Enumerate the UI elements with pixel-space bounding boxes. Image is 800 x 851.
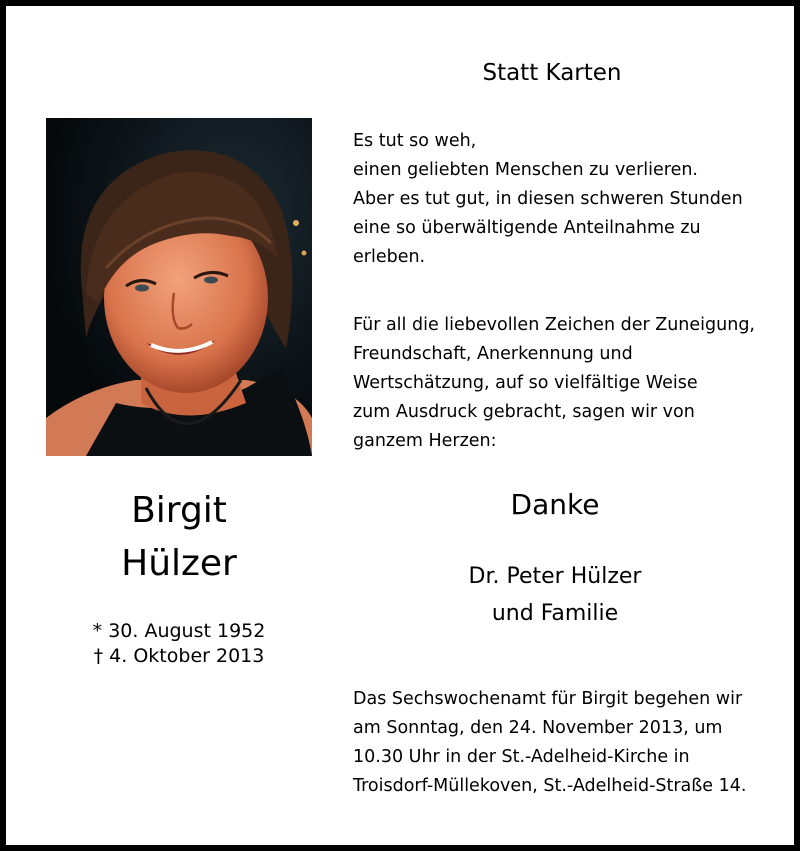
portrait-illustration (46, 118, 312, 456)
message-line: Freundschaft, Anerkennung und (353, 344, 633, 364)
life-dates (46, 619, 312, 669)
signers (352, 558, 758, 632)
portrait-photo (46, 118, 312, 456)
message-line: ganzem Herzen: (353, 431, 497, 451)
message-line: zum Ausdruck gebracht, sagen wir von (353, 402, 695, 422)
message-paragraph-1 (353, 127, 743, 272)
service-line: am Sonntag, den 24. November 2013, um (353, 718, 723, 738)
message-line: Für all die liebevollen Zeichen der Zuneigung, (353, 315, 755, 335)
message-line: einen geliebten Menschen zu verlieren. (353, 160, 698, 180)
message-line: Aber es tut gut, in diesen schweren Stunden (353, 189, 743, 209)
message-line: eine so überwältigende Anteilnahme zu (353, 218, 701, 238)
death-date: † 4. Oktober 2013 (93, 645, 265, 667)
signer-line: und Familie (491, 601, 619, 626)
deceased-last-name: Hülzer (121, 543, 237, 584)
signer-line: Dr. Peter Hülzer (468, 564, 642, 589)
message-paragraph-2 (353, 311, 755, 456)
service-line: 10.30 Uhr in der St.-Adelheid-Kirche in (353, 747, 690, 767)
thanks-heading: Danke (510, 488, 600, 521)
service-announcement (353, 685, 746, 801)
birth-date: * 30. August 1952 (92, 620, 266, 642)
card-heading: Statt Karten (482, 60, 622, 86)
service-line: Das Sechswochenamt für Birgit begehen wir (353, 689, 743, 709)
message-line: erleben. (353, 247, 426, 267)
service-line: Troisdorf-Müllekoven, St.-Adelheid-Straße 14. (353, 776, 747, 796)
message-line: Es tut so weh, (353, 131, 477, 151)
deceased-first-name: Birgit (131, 490, 227, 531)
message-line: Wertschätzung, auf so vielfältige Weise (353, 373, 698, 393)
